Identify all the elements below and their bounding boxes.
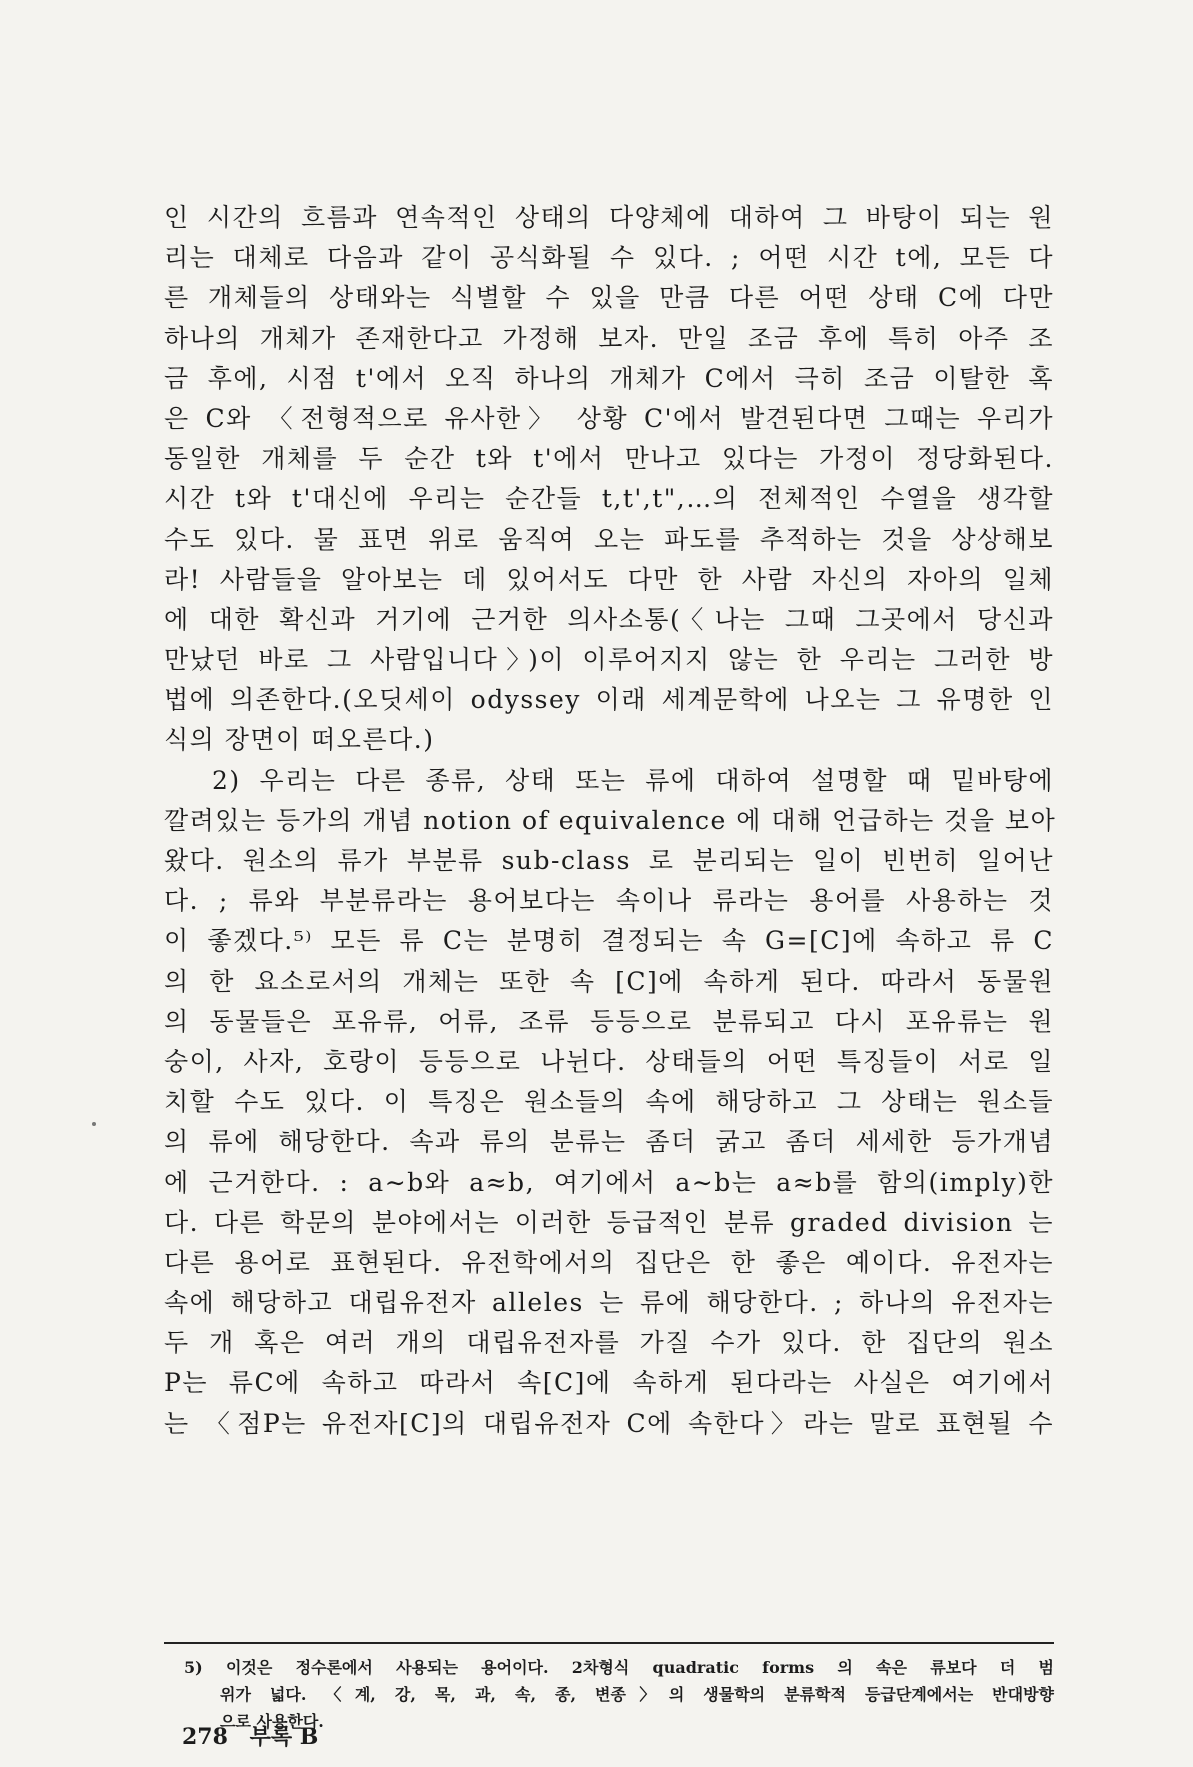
text-line: 는 〈점P는 유전자[C]의 대립유전자 C에 속한다〉라는 말로 표현될 수 [164,1408,1054,1438]
margin-speck [92,1122,96,1126]
body-text [164,198,1057,1444]
text-line: 인 시간의 흐름과 연속적인 상태의 다양체에 대하여 그 바탕이 되는 원 [164,203,1054,232]
text-line: 른 개체들의 상태와는 식별할 수 있을 만큼 다른 어떤 상태 C에 다만 [164,283,1054,313]
text-line: 다. 다른 학문의 분야에서는 이러한 등급적인 분류 graded division 는 [164,1207,1054,1237]
section-label: 부록 B [249,1724,319,1750]
text-line: 왔다. 원소의 류가 부분류 sub-class 로 분리되는 일이 빈번히 일어난 [164,846,1054,875]
footnote-line: 5) 이것은 정수론에서 사용되는 용어이다. 2차형식 quadratic forms 의 속은 류보다 더 범 [184,1658,1054,1677]
text-line: 동일한 개체를 두 순간 t와 t'에서 만나고 있다는 가정이 정당화된다. [164,444,1054,474]
text-line: 수도 있다. 물 표면 위로 움직여 오는 파도를 추적하는 것을 상상해보 [164,524,1054,554]
text-line: 숭이, 사자, 호랑이 등등으로 나뉜다. 상태들의 어떤 특징들이 서로 일 [164,1046,1054,1076]
text-line: 의 한 요소로서의 개체는 또한 속 [C]에 속하게 된다. 따라서 동물원 [164,966,1054,996]
text-line: 깔려있는 등가의 개념 notion of equivalence 에 대해 언급하는 것을 보아 [164,805,1057,835]
text-line: 의 동물들은 포유류, 어류, 조류 등등으로 분류되고 다시 포유류는 원 [164,1006,1054,1036]
text-line: 다른 용어로 표현된다. 유전학에서의 집단은 한 좋은 예이다. 유전자는 [164,1247,1054,1277]
footnote-line: 위가 넓다. 〈계, 강, 목, 과, 속, 종, 변종〉의 생물학의 분류학적 등급단계에서는 반대방향 [220,1685,1054,1704]
text-line: 금 후에, 시점 t'에서 오직 하나의 개체가 C에서 극히 조금 이탈한 혹 [164,363,1054,393]
text-line: P는 류C에 속하고 따라서 속[C]에 속하게 된다라는 사실은 여기에서 [164,1368,1054,1398]
text-line: 라! 사람들을 알아보는 데 있어서도 다만 한 사람 자신의 자아의 일체 [164,564,1054,594]
text-line: 하나의 개체가 존재한다고 가정해 보자. 만일 조금 후에 특히 아주 조 [164,323,1054,353]
text-line: 만났던 바로 그 사람입니다〉)이 이루어지지 않는 한 우리는 그러한 방 [164,645,1054,675]
text-line: 다. ; 류와 부분류라는 용어보다는 속이나 류라는 용어를 사용하는 것 [164,886,1054,916]
text-line: 식의 장면이 떠오른다.) [164,725,435,755]
text-line: 속에 해당하고 대립유전자 alleles 는 류에 해당한다. ; 하나의 유전자는 [164,1288,1054,1318]
text-line: 에 근거한다. : a∼b와 a≈b, 여기에서 a∼b는 a≈b를 함의(imply)한 [164,1167,1054,1197]
text-line: 두 개 혹은 여러 개의 대립유전자를 가질 수가 있다. 한 집단의 원소 [164,1328,1054,1358]
footnote-line: 으로 사용한다. [220,1712,324,1731]
page-footer [182,1720,318,1751]
text-line: 2) 우리는 다른 종류, 상태 또는 류에 대하여 설명할 때 밑바탕에 [212,765,1054,795]
text-line: 리는 대체로 다음과 같이 공식화될 수 있다. ; 어떤 시간 t에, 모든 다 [164,243,1054,273]
text-line: 은 C와 〈전형적으로 유사한〉 상황 C'에서 발견된다면 그때는 우리가 [164,403,1054,433]
footnote-divider [164,1642,1054,1644]
text-line: 의 류에 해당한다. 속과 류의 분류는 좀더 굵고 좀더 세세한 등가개념 [164,1127,1054,1157]
text-line: 치할 수도 있다. 이 특징은 원소들의 속에 해당하고 그 상태는 원소들 [164,1087,1054,1117]
text-line: 법에 의존한다.(오딧세이 odyssey 이래 세계문학에 나오는 그 유명한 인 [164,685,1054,715]
text-line: 이 좋겠다.⁵⁾ 모든 류 C는 분명히 결정되는 속 G=[C]에 속하고 류 C [164,926,1054,956]
text-line: 에 대한 확신과 거기에 근거한 의사소통(〈나는 그때 그곳에서 당신과 [164,604,1054,634]
page-number: 278 [182,1724,228,1750]
text-line: 시간 t와 t'대신에 우리는 순간들 t,t',t",…의 전체적인 수열을 생각할 [164,484,1054,514]
